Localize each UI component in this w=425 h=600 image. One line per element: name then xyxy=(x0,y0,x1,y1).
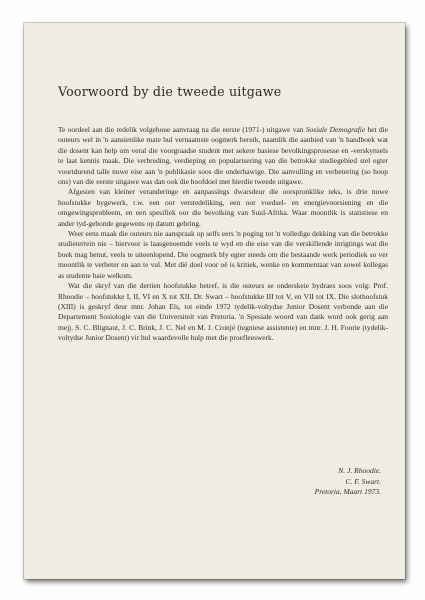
text-run: Afgesien van kleiner veranderinge en aanpassings dwarsdeur die oorspronklike teks, is drie nuwe hoofstukke bygewerk, t.w. een oor verstedeliking, een oor voedsel- en energievoorsiening en die omgewingsprobleem, en een spesifiek oor die bevolking van Suid-Afrika. Waar moontlik is statistiese en ander tyd-gebonde gegewens op datum gebring. xyxy=(58,187,388,228)
page-title: Voorwoord by die tweede uitgawe xyxy=(58,84,282,99)
text-run: Weer eens maak die outeurs nie aanspraak op selfs eers 'n poging tot 'n volledige dekking van die betrokke studieterrein nie – hiervoor is laasgenoemde veels te wyd en die eise van die verskillende inrigtings wat die boek mag benut, veels te uiteenlopend. Die oogmerk bly egter steeds om die bestaande werk periodiek so ver moontlik te verbeter en aan te vul. Met dié doel voor oë is kritiek, wenke en kommentaar van sowel kollegas as studente baie welkom. xyxy=(58,229,388,280)
book-page xyxy=(24,23,405,579)
signature-place-date: Pretoria, Maart 1973. xyxy=(314,487,381,497)
preface-body xyxy=(58,125,388,344)
italic-title-text: Sosiale Demografie xyxy=(305,125,366,134)
paragraph-4 xyxy=(58,281,388,343)
text-run: het die outeurs wel in 'n aansienlike mate hul vernaamste oogmerk bereik, naamlik die aanbied van 'n handboek wat die dosent kan help om veral die voorgraadse student met sekere basiese bevolkingsprosesse en -verskynsels te laat kennis maak. Die verbreding, verdieping en popularisering van die betrokke studiegebied stel egter voortdurend talle nuwe eise aan 'n publikasie soos die onderhawige. Die aanvulling en verbetering (so hoop ons) van die eerste uitgawe was dan ook die hoofdoel met hierdie tweede uitgawe. xyxy=(58,125,388,187)
paragraph-1 xyxy=(58,125,388,187)
signature-block xyxy=(315,466,381,498)
paragraph-2 xyxy=(58,187,388,229)
signature-author-2: C. F. Swart. xyxy=(345,476,381,486)
text-run: Te oordeel aan die redelik volgehoue aanvraag na die eerste (1971-) uitgawe van xyxy=(58,125,306,134)
signature-author-1: N. J. Rhoodie. xyxy=(338,466,381,475)
paragraph-3 xyxy=(58,229,388,281)
text-run: Wat die skryf van die dertien hoofstukke betref, is die outeurs se onderskeie bydraes soos volg: Prof. Rhoodie – hoofstukke I, II, VI en X tot XII. Dr. Swart – hoofstukke III tot V, en VII tot IX. Die slothoofstuk (XIII) is geskryf deur mnr. Johan Els, tot einde 1972 tydelik-voltydse Junior Dosent verbonde aan die Departement Sosiologie van die Universiteit van Pretoria. 'n Spesiale woord van dank word ook gerig aan mejj. S. C. Blignaut, J. C. Brink, J. C. Nel en M. J. Cronjé (tegniese assistente) en mnr. J. H. Fourie (tydelik-voltydse Junior Dosent) vir hul waardevolle hulp met die proefleeswerk. xyxy=(58,281,388,343)
